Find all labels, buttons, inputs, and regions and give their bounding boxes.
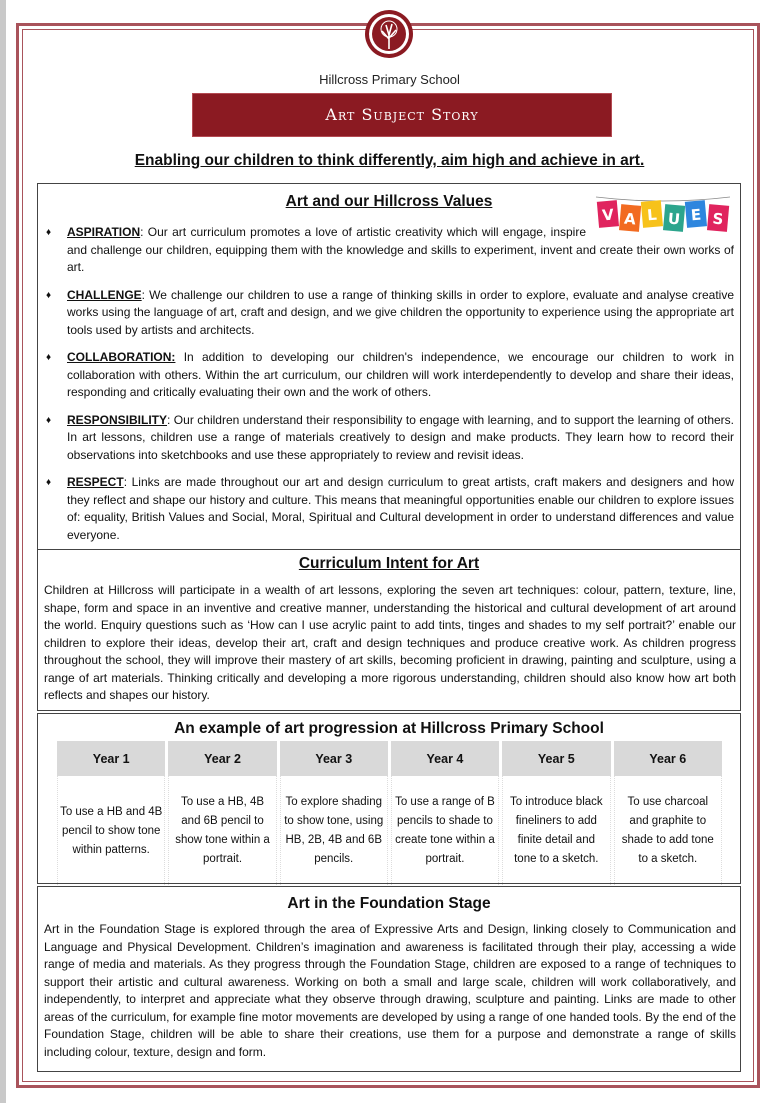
sign-letter: S bbox=[711, 209, 725, 229]
year-description: To use a HB, 4B and 6B pencil to show tone within a portrait. bbox=[168, 776, 276, 887]
bullet-diamond-icon: ♦ bbox=[46, 289, 52, 301]
subject-banner: Art Subject Story bbox=[192, 93, 612, 137]
year-header: Year 6 bbox=[614, 741, 722, 776]
values-title: Art and our Hillcross Values bbox=[285, 193, 493, 210]
school-crest-logo bbox=[364, 9, 414, 59]
value-term: ASPIRATION bbox=[67, 225, 141, 239]
sign-letter: V bbox=[601, 205, 615, 225]
value-description: : Links are made throughout our art and design curriculum to great artists, craft makers and designers and how they reflect and shape our history and culture. This means that meaningful opportunities enable our children to explore issues of: equality, British Values and Social, Moral, Spiritual and Cultural development in order to understand differences and value everyone. bbox=[67, 475, 734, 542]
intent-title: Curriculum Intent for Art bbox=[298, 555, 480, 572]
value-description: In addition to developing our children's independence, we encourage our children to work in collaboration with others. Within the art curriculum, our children will work interdependently to develop and share their ideas, responding and critically evaluating their own and the work of others. bbox=[67, 350, 734, 399]
year-description: To use a HB and 4B pencil to show tone within patterns. bbox=[57, 776, 165, 887]
values-item bbox=[46, 474, 734, 544]
value-description: : We challenge our children to use a range of thinking skills in order to explore, evaluate and analyse creative works using the language of art, craft and design, and we give children the opportunity to experience using the appropriate art tools used by artists and architects. bbox=[67, 287, 734, 337]
intent-section bbox=[37, 549, 741, 711]
sign-letter: L bbox=[646, 205, 658, 225]
progression-section bbox=[37, 713, 741, 884]
foundation-body: Art in the Foundation Stage is explored through the area of Expressive Arts and Design, linking closely to Communication and Language and Physical Development. Children’s imagination and awareness is facilitated through their play, accessing a wide range of media and materials. As they progress through the Foundation Stage, children are exposed to a range of techniques to support their artistic and cultural awareness. Working on both a small and large scale, children will work collaboratively, and independently, to interpret and appreciate what they observe through drawing, sculpture and painting. Links are made to other areas of the curriculum, for example fine motor movements are developed by using a range of one handed tools. By the end of the Foundation Stage, children will be able to share their creations, use them for a purpose and demonstrate a range of skills including colour, texture, design and form. bbox=[44, 922, 736, 1059]
year-header: Year 4 bbox=[391, 741, 499, 776]
year-header: Year 2 bbox=[168, 741, 276, 776]
year-description: To introduce black fineliners to add finite detail and tone to a sketch. bbox=[502, 776, 611, 887]
values-item bbox=[46, 224, 734, 277]
sign-letter: E bbox=[690, 205, 702, 225]
year-description: To explore shading to show tone, using HB, 2B, 4B and 6B pencils. bbox=[280, 776, 388, 887]
bullet-diamond-icon: ♦ bbox=[46, 227, 52, 238]
values-item bbox=[46, 412, 734, 465]
value-term: RESPECT bbox=[67, 475, 124, 489]
value-description: : Our art curriculum promotes a love of artistic creativity which will engage, inspire and challenge our children, equipping them with the knowledge and skills to experiment, invent and create their own works of art. bbox=[67, 225, 734, 274]
sign-letter: U bbox=[667, 209, 681, 229]
sign-letter: A bbox=[623, 209, 637, 229]
bullet-diamond-icon: ♦ bbox=[46, 477, 52, 488]
motto-heading: Enabling our children to think differently, aim high and achieve in art. bbox=[134, 152, 645, 169]
year-header: Year 5 bbox=[502, 741, 611, 776]
value-description: : Our children understand their responsibility to engage with learning, and to support the learning of others. In art lessons, children use a range of materials creatively to design and make products. They learn how to record their observations into sketchbooks and use these appropriately to review and revisit ideas. bbox=[67, 412, 734, 462]
values-list bbox=[46, 224, 734, 554]
foundation-section bbox=[37, 886, 741, 1072]
bullet-diamond-icon: ♦ bbox=[46, 414, 52, 426]
value-term: COLLABORATION: bbox=[67, 350, 176, 364]
value-term: CHALLENGE bbox=[67, 287, 142, 302]
progression-body-row bbox=[57, 776, 722, 887]
year-description: To use a range of B pencils to shade to create tone within a portrait. bbox=[391, 776, 499, 887]
values-section bbox=[37, 183, 741, 550]
value-term: RESPONSIBILITY bbox=[67, 412, 168, 427]
progression-header-row bbox=[57, 741, 722, 776]
year-description: To use charcoal and graphite to shade to add tone to a sketch. bbox=[614, 776, 722, 887]
values-item bbox=[46, 287, 734, 340]
foundation-title: Art in the Foundation Stage bbox=[287, 895, 491, 912]
intent-body: Children at Hillcross will participate in a wealth of art lessons, exploring the seven art techniques: colour, pattern, texture, line, shape, form and space in an inventive and creative manner, understanding the historical and cultural development of art around the world. Enquiry questions such as ‘How can I use acrylic paint to add tints, tinges and shades to my self portrait?’ enable our children to explore their ideas, develop their art, craft and design techniques and produce creative work. As children progress throughout the school, they will improve their mastery of art skills, becoming proficient in drawing, painting and sculpture, using a range of art materials. Thinking critically and developing a more rigorous understanding, children should also know how art both reflects and shapes our history. bbox=[44, 583, 736, 702]
year-header: Year 3 bbox=[280, 741, 388, 776]
values-item bbox=[46, 349, 734, 402]
school-name: Hillcross Primary School bbox=[319, 72, 460, 87]
bullet-diamond-icon: ♦ bbox=[46, 352, 52, 363]
year-header: Year 1 bbox=[57, 741, 165, 776]
progression-title: An example of art progression at Hillcross Primary School bbox=[174, 720, 604, 737]
progression-table bbox=[54, 741, 725, 887]
sign-spacer bbox=[586, 224, 734, 241]
